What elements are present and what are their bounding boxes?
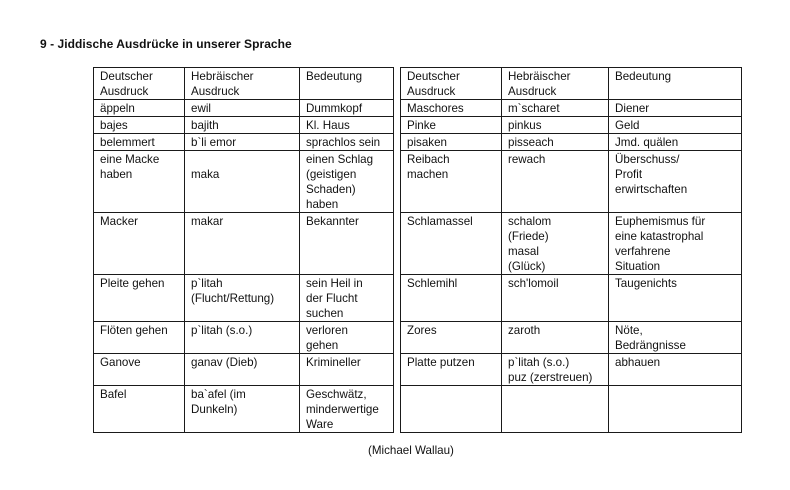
- table-cell: [94, 354, 185, 386]
- table-cell: [94, 213, 185, 275]
- column-header-text: Bedeutung: [615, 70, 672, 83]
- column-header-text: Ausdruck: [100, 85, 149, 98]
- table-cell-text: zaroth: [508, 324, 541, 337]
- table-cell-text: makar: [191, 215, 224, 228]
- table-cell-text: Schlemihl: [407, 277, 458, 290]
- table-cell-text: Krimineller: [306, 356, 361, 369]
- table-cell-text: Reibach: [407, 153, 450, 166]
- table-cell-text: (Flucht/Rettung): [191, 292, 275, 305]
- table-cell-text: Geld: [615, 119, 640, 132]
- table-cell: [401, 117, 502, 134]
- yiddish-terms-table: [93, 67, 742, 433]
- table-cell-text: p`litah (s.o.): [191, 324, 253, 337]
- table-cell-text: Schlamassel: [407, 215, 473, 228]
- table-cell: [401, 100, 502, 117]
- author-credit: (Michael Wallau): [368, 444, 454, 457]
- table-cell-text: Dunkeln): [191, 403, 238, 416]
- table-cell-text: Bekannter: [306, 215, 359, 228]
- table-cell: [94, 151, 185, 213]
- column-header-text: Deutscher: [407, 70, 460, 83]
- table-cell-text: Situation: [615, 260, 661, 273]
- table-cell: [185, 354, 300, 386]
- table-cell: [185, 322, 300, 354]
- table-cell-text: suchen: [306, 307, 344, 320]
- column-divider: [394, 134, 401, 151]
- column-header: [401, 68, 502, 100]
- table-cell: [94, 134, 185, 151]
- table-cell: [609, 151, 742, 213]
- table-cell: [185, 134, 300, 151]
- table-row: [94, 117, 742, 134]
- table-cell: [609, 275, 742, 322]
- table-cell: [401, 275, 502, 322]
- table-cell-text: Platte putzen: [407, 356, 475, 369]
- table-cell-text: Bedrängnisse: [615, 339, 686, 352]
- table-cell-text: eine Macke: [100, 153, 160, 166]
- table-cell-text: Ganove: [100, 356, 141, 369]
- table-cell: [300, 322, 394, 354]
- table-row: [94, 213, 742, 275]
- table-cell-text: pinkus: [508, 119, 542, 132]
- table-cell-text: Macker: [100, 215, 139, 228]
- table-cell: [94, 322, 185, 354]
- table-cell-text: p`litah: [191, 277, 223, 290]
- table-cell: [300, 354, 394, 386]
- table-cell-text: verfahrene: [615, 245, 671, 258]
- column-divider: [394, 151, 401, 213]
- table-row: [94, 386, 742, 433]
- table-cell-text: Nöte,: [615, 324, 643, 337]
- table-cell-text: machen: [407, 168, 449, 181]
- table-cell: [609, 213, 742, 275]
- table-cell-text: [508, 387, 604, 402]
- column-header-text: Deutscher: [100, 70, 153, 83]
- table-cell-text: maka: [191, 168, 220, 181]
- table-cell-text: Schaden): [306, 183, 356, 196]
- table-cell-text: sprachlos sein: [306, 136, 381, 149]
- table-cell: [300, 100, 394, 117]
- table-cell: [502, 151, 609, 213]
- table-cell-text: minderwertige: [306, 403, 379, 416]
- table-cell-text: b`li emor: [191, 136, 237, 149]
- column-header: [94, 68, 185, 100]
- column-header: [502, 68, 609, 100]
- column-header-text: Hebräischer: [191, 70, 254, 83]
- table-cell: [609, 134, 742, 151]
- table-cell: [502, 386, 609, 433]
- table-cell: [94, 275, 185, 322]
- table-cell-text: Jmd. quälen: [615, 136, 679, 149]
- table-cell: [300, 117, 394, 134]
- table-cell-text: rewach: [508, 153, 546, 166]
- table-cell: [401, 134, 502, 151]
- table-cell: [502, 213, 609, 275]
- table-cell-text: Pleite gehen: [100, 277, 165, 290]
- table-cell-text: haben: [306, 198, 339, 211]
- table-cell: [502, 117, 609, 134]
- table-row: [94, 275, 742, 322]
- table-cell-text: einen Schlag: [306, 153, 374, 166]
- table-cell-text: Überschuss/: [615, 153, 680, 166]
- table-cell-text: Maschores: [407, 102, 464, 115]
- table-cell: [502, 134, 609, 151]
- table-cell-text: [615, 387, 737, 402]
- table-cell-text: Dummkopf: [306, 102, 363, 115]
- table-cell-text: [191, 152, 295, 167]
- table-cell: [401, 151, 502, 213]
- table-row: [94, 354, 742, 386]
- table-cell: [609, 100, 742, 117]
- column-header-text: Hebräischer: [508, 70, 571, 83]
- table-cell-text: Profit: [615, 168, 643, 181]
- column-header-text: Ausdruck: [191, 85, 240, 98]
- table-row: [94, 151, 742, 213]
- table-cell-text: sein Heil in: [306, 277, 363, 290]
- column-divider: [394, 213, 401, 275]
- table-cell-text: bajith: [191, 119, 219, 132]
- table-cell: [185, 100, 300, 117]
- table-cell-text: Bafel: [100, 388, 127, 401]
- table-cell-text: erwirtschaften: [615, 183, 688, 196]
- table-cell-text: ewil: [191, 102, 211, 115]
- table-cell: [401, 354, 502, 386]
- table-cell-text: Euphemismus für: [615, 215, 706, 228]
- column-divider: [394, 117, 401, 134]
- table-cell-text: Zores: [407, 324, 437, 337]
- column-header-text: Bedeutung: [306, 70, 363, 83]
- column-header-text: Ausdruck: [508, 85, 557, 98]
- table-cell-text: verloren: [306, 324, 348, 337]
- table-cell-text: [407, 387, 497, 402]
- table-cell-text: puz (zerstreuen): [508, 371, 593, 384]
- column-header: [185, 68, 300, 100]
- column-header: [609, 68, 742, 100]
- table-cell-text: Geschwätz,: [306, 388, 367, 401]
- table-cell: [300, 134, 394, 151]
- table-cell: [185, 151, 300, 213]
- table-cell-text: gehen: [306, 339, 339, 352]
- table-cell-text: pisaken: [407, 136, 447, 149]
- table-cell-text: Kl. Haus: [306, 119, 350, 132]
- table-cell-text: Ware: [306, 418, 334, 431]
- table-cell: [609, 386, 742, 433]
- table-cell-text: (Glück): [508, 260, 546, 273]
- table-cell-text: masal: [508, 245, 539, 258]
- table-cell: [300, 386, 394, 433]
- table-cell: [609, 117, 742, 134]
- column-divider: [394, 68, 401, 100]
- table-cell: [185, 275, 300, 322]
- table-cell: [401, 322, 502, 354]
- table-cell: [609, 354, 742, 386]
- table-cell-text: der Flucht: [306, 292, 358, 305]
- column-header-text: Ausdruck: [407, 85, 456, 98]
- table-cell: [94, 386, 185, 433]
- table-cell-text: ganav (Dieb): [191, 356, 258, 369]
- table-cell-text: Flöten gehen: [100, 324, 168, 337]
- table-cell: [185, 117, 300, 134]
- table-row: [94, 322, 742, 354]
- table-cell: [401, 386, 502, 433]
- table-cell-text: sch'lomoil: [508, 277, 559, 290]
- column-divider: [394, 354, 401, 386]
- column-header: [300, 68, 394, 100]
- table-cell-text: (Friede): [508, 230, 549, 243]
- column-divider: [394, 386, 401, 433]
- document-title: 9 - Jiddische Ausdrücke in unserer Sprache: [40, 37, 292, 51]
- table-cell-text: belemmert: [100, 136, 155, 149]
- table-cell-text: eine katastrophal: [615, 230, 704, 243]
- table-row: [94, 100, 742, 117]
- table-cell: [609, 322, 742, 354]
- table-cell: [502, 100, 609, 117]
- table-cell-text: (geistigen: [306, 168, 357, 181]
- table-cell-text: abhauen: [615, 356, 661, 369]
- table-cell: [401, 213, 502, 275]
- table-cell-text: äppeln: [100, 102, 135, 115]
- table-cell-text: p`litah (s.o.): [508, 356, 570, 369]
- table-cell: [502, 354, 609, 386]
- table-cell-text: Taugenichts: [615, 277, 677, 290]
- table-cell-text: haben: [100, 168, 133, 181]
- table-cell-text: pisseach: [508, 136, 554, 149]
- table-cell-text: ba`afel (im: [191, 388, 246, 401]
- column-divider: [394, 100, 401, 117]
- table-header-row: [94, 68, 742, 100]
- column-divider: [394, 275, 401, 322]
- table-cell: [185, 386, 300, 433]
- table-cell-text: m`scharet: [508, 102, 560, 115]
- table-cell-text: Pinke: [407, 119, 437, 132]
- table-cell-text: bajes: [100, 119, 128, 132]
- table-cell: [185, 213, 300, 275]
- table-cell-text: schalom: [508, 215, 552, 228]
- table-cell: [502, 275, 609, 322]
- table-cell: [502, 322, 609, 354]
- table-cell: [300, 213, 394, 275]
- table-cell: [94, 117, 185, 134]
- table-row: [94, 134, 742, 151]
- column-divider: [394, 322, 401, 354]
- table-cell: [94, 100, 185, 117]
- table-cell-text: Diener: [615, 102, 650, 115]
- table-cell: [300, 151, 394, 213]
- table-cell: [300, 275, 394, 322]
